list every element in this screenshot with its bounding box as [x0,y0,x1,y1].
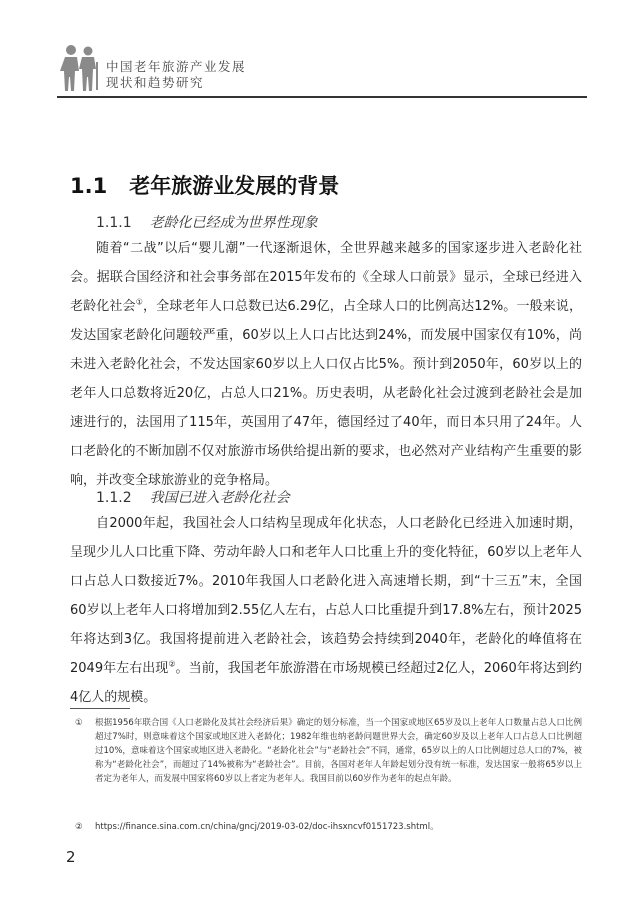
footnote-mark: ② [75,822,83,832]
footnote-2 [75,820,582,834]
running-header [106,59,246,91]
paragraph-text: 自2000年起，我国社会人口结构呈现成年化状态，人口老龄化已经进入加速时期，呈现少儿人口比重下降、劳动年龄人口和老年人口比重上升的变化特征，60岁以上老年人口占总人口数接近7%。2010年我国人口老龄化进入高速增长期，到“十三五”末，全国60岁以上老年人口将增加到2.55亿人左右，占总人口比重提升到17.8%左右，预计2025年将达到3亿。我国将提前进入老龄社会，该趋势会持续到2040年，老龄化的峰值将在2049年左右出现 [70,516,582,676]
footnote-ref-1[interactable]: ① [135,297,144,307]
body-paragraph [70,509,582,712]
subsection-heading [96,487,290,507]
header-line-2: 现状和趋势研究 [106,75,205,90]
subsection-title: 我国已进入老龄化社会 [149,490,290,506]
footnote-mark: ① [75,718,83,728]
subsection-number: 1.1.1 [96,215,132,231]
footnote-1 [75,716,582,786]
section-heading [70,170,339,200]
section-title: 老年旅游业发展的背景 [129,174,340,198]
elderly-couple-logo-icon [57,42,105,92]
footnote-link[interactable]: https://finance.sina.com.cn/china/gncj/2019-03-02/doc-ihsxncvf0151723.shtml。 [95,822,439,832]
subsection-title: 老龄化已经成为世界性现象 [149,215,318,231]
subsection-number: 1.1.2 [96,490,132,506]
footnote-divider [70,708,130,709]
page-number: 2 [66,848,76,866]
footnote-ref-2[interactable]: ② [168,659,176,669]
header-line-1: 中国老年旅游产业发展 [106,59,247,74]
paragraph-text: 随着“二战”以后“婴儿潮”一代逐渐退休，全世界越来越多的国家逐步进入老龄化社会。据联合国经济和社会事务部在2015年发布的《全球人口前景》显示，全球已经进入老龄化社会 [70,241,582,314]
paragraph-text: ，全球老年人口总数已达6.29亿，占全球人口的比例高达12%。一般来说，发达国家老龄化问题较严重，60岁以上人口占比达到24%，而发展中国家仅有10%，尚未进入老龄化社会，不发达国家60岁以上人口仅占比5%。预计到2050年，60岁以上的老年人口总数将近20亿，占总人口21%。历史表明，从老龄化社会过渡到老龄社会是加速进行的，法国用了115年，英国用了47年，德国经过了40年，而日本只用了24年。人口老龄化的不断加剧不仅对旅游市场供给提出新的要求，也必然对产业结构产生重要的影响，并改变全球旅游业的竞争格局。 [70,299,582,488]
subsection-heading [96,212,318,232]
body-paragraph [70,234,582,495]
header-divider [57,96,587,98]
footnote-text: 根据1956年联合国《人口老龄化及其社会经济后果》确定的划分标准，当一个国家或地区65岁及以上老年人口数量占总人口比例超过7%时，则意味着这个国家或地区进入老龄化；1982年维也纳老龄问题世界大会，确定60岁及以上老年人口占总人口比例超过10%，意味着这个国家或地区进入老龄化。“老龄化社会”与“老龄社会”不同，通常，65岁以上的人口比例超过总人口的7%，被称为“老龄化社会”，而超过了14%被称为“老龄社会”。目前，各国对老年人年龄起划分没有统一标准，发达国家一般将65岁以上者定为老年人，而发展中国家将60岁以上者定为老年人。我国目前以60岁作为老年的起点年龄。 [95,718,582,784]
paragraph-text: 。当前，我国老年旅游潜在市场规模已经超过2亿人，2060年将达到约4亿人的规模。 [70,661,583,705]
section-number: 1.1 [70,174,108,198]
